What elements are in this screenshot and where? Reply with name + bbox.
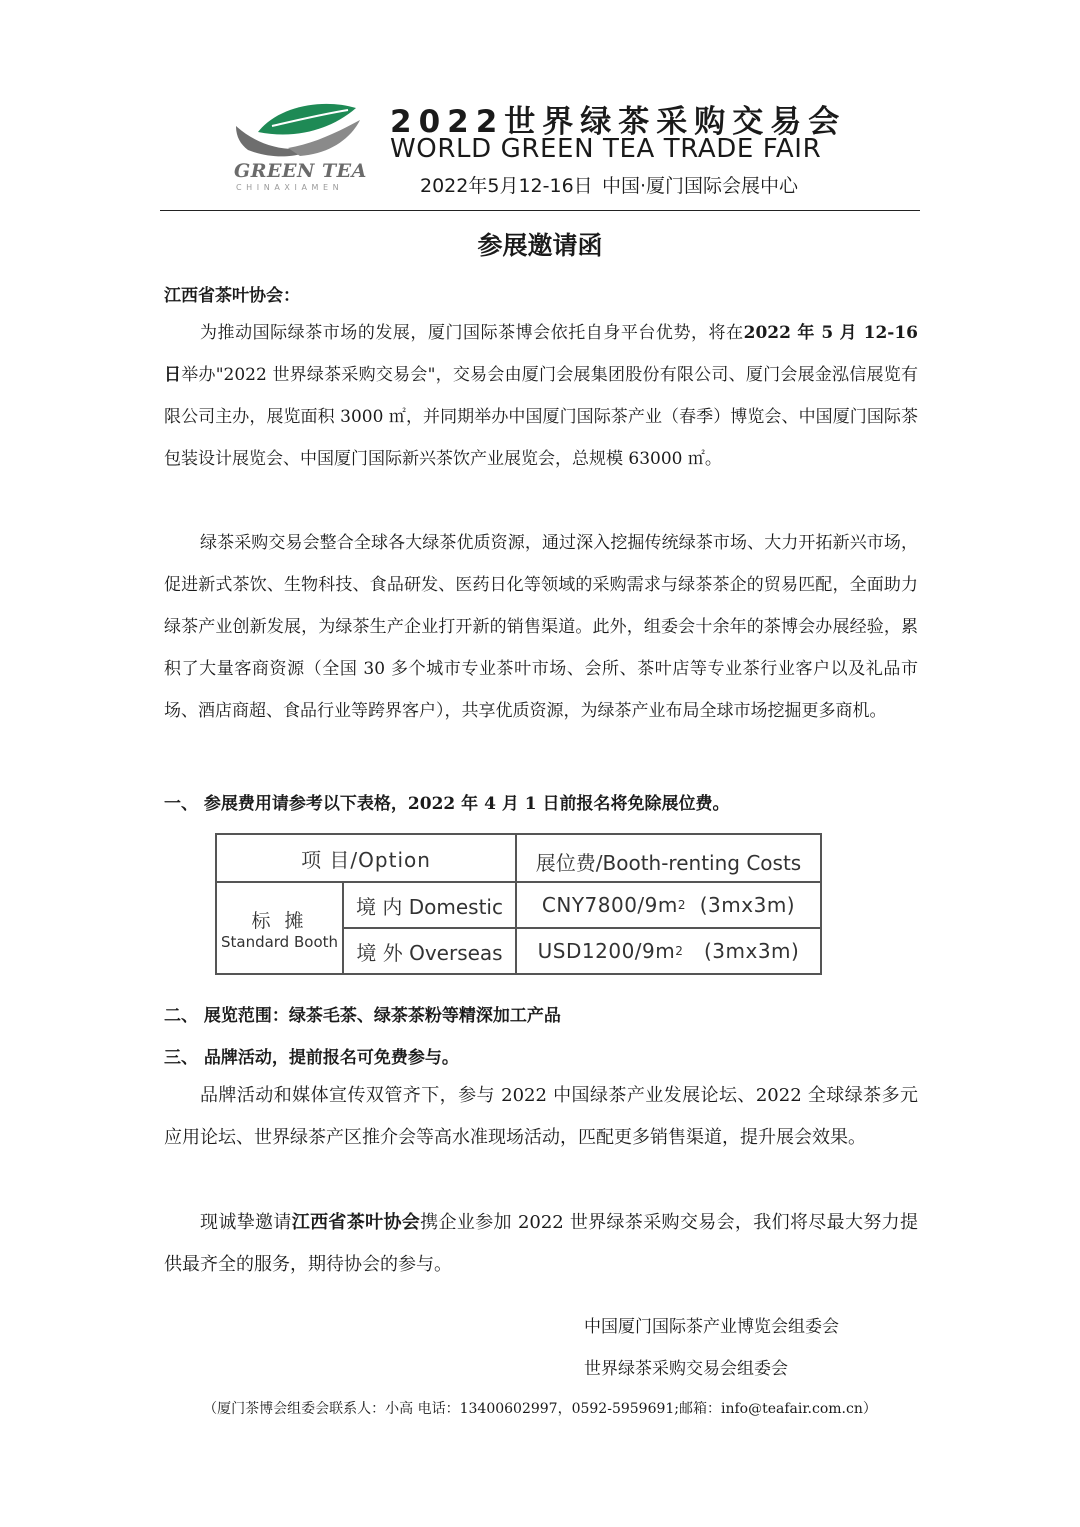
row-group-cn: 标 摊 [251,909,308,932]
overseas-label: 境 外 Overseas [356,940,503,965]
signature-1: 中国厦门国际茶产业博览会组委会 [584,1317,839,1337]
domestic-size: (3mx3m) [699,893,796,917]
intro-date-bold: 2022 年 5 月 12-16 日 [164,323,919,385]
domestic-sup: 2 [677,898,687,912]
header-divider [160,210,920,211]
fair-title-english: WORLD GREEN TEA TRADE FAIR [390,134,822,164]
domestic-label: 境 内 Domestic [356,894,503,919]
brand-activity-text: 品牌活动和媒体宣传双管齐下，参与 2022 中国绿茶产业发展论坛、2022 全球绿茶多元应用论坛、世界绿茶产区推介会等高水准现场活动，匹配更多销售渠道，提升展会效果。 [164,1085,918,1148]
fair-venue: 中国·厦门国际会展中心 [602,175,799,197]
intro-text-rest: 举办"2022 世界绿茶采购交易会"，交易会由厦门会展集团股份有限公司、厦门会展金泓信展览有限公司主办，展览面积 3000 ㎡，并同期举办中国厦门国际茶产业（春季）博览会、中国厦门国际茶包装设计展览会、中国厦门国际新兴茶饮产业展览会，总规模 63000 ㎡。 [164,365,919,469]
green-tea-logo [228,96,368,200]
table-row-group [217,883,342,973]
intro-paragraph [164,312,918,480]
overview-paragraph [164,522,918,732]
overseas-size: (3mx3m) [703,939,800,963]
overseas-sup: 2 [675,944,684,958]
overseas-price-cell [517,929,820,973]
table-header-option: 项 目/Option [301,847,431,872]
logo-wordmark: GREEN TEA [234,160,367,182]
row-group-en: Standard Booth [220,932,339,951]
logo-subtitle: CHINAXIAMEN [236,183,344,192]
fair-date: 2022年5月12-16日 [420,175,593,197]
domestic-price-cell [517,883,820,927]
overview-text: 绿茶采购交易会整合全球各大绿茶优质资源，通过深入挖掘传统绿茶市场、大力开拓新兴市场，促进新式茶饮、生物科技、食品研发、医药日化等领域的采购需求与绿茶茶企的贸易匹配，全面助力绿茶产业创新发展，为绿茶生产企业打开新的销售渠道。此外，组委会十余年的茶博会办展经验，累积了大量客商资源（全国 30 多个城市专业茶叶市场、会所、茶叶店等专业茶行业客户以及礼品市场、酒店商超、食品行业等跨界客户），共享优质资源，为绿茶产业布局全球市场挖掘更多商机。 [164,533,918,721]
document-title: 参展邀请函 [477,231,603,260]
fair-title-chinese: 2022世界绿茶采购交易会 [390,104,847,140]
domestic-price: CNY7800/9m [541,893,678,917]
invitation-org-bold: 江西省茶叶协会 [291,1212,421,1233]
invitation-text-post: 携企业参加 2022 世界绿茶采购交易会，我们将尽最大努力提供最齐全的服务，期待协会的参与。 [164,1212,919,1275]
section-1-heading: 一、 参展费用请参考以下表格，2022 年 4 月 1 日前报名将免除展位费。 [164,794,730,814]
invitation-text-pre: 现诚挚邀请 [200,1212,292,1233]
section-2-heading: 二、 展览范围：绿茶毛茶、绿茶茶粉等精深加工产品 [164,1006,561,1026]
booth-fee-table [215,833,822,975]
signature-2: 世界绿茶采购交易会组委会 [584,1359,788,1379]
brand-activity-paragraph [164,1075,918,1159]
contact-info: （厦门茶博会组委会联系人：小高 电话：13400602997，0592-5959691;邮箱：info@teafair.com.cn） [203,1401,877,1417]
salutation: 江西省茶叶协会： [164,286,300,306]
table-header-cost: 展位费/Booth-renting Costs [535,850,802,875]
section-3-heading: 三、 品牌活动，提前报名可免费参与。 [164,1048,459,1068]
invitation-paragraph [164,1202,918,1286]
overseas-price: USD1200/9m [537,939,676,963]
intro-text-start: 为推动国际绿茶市场的发展，厦门国际茶博会依托自身平台优势，将在 [200,323,744,343]
